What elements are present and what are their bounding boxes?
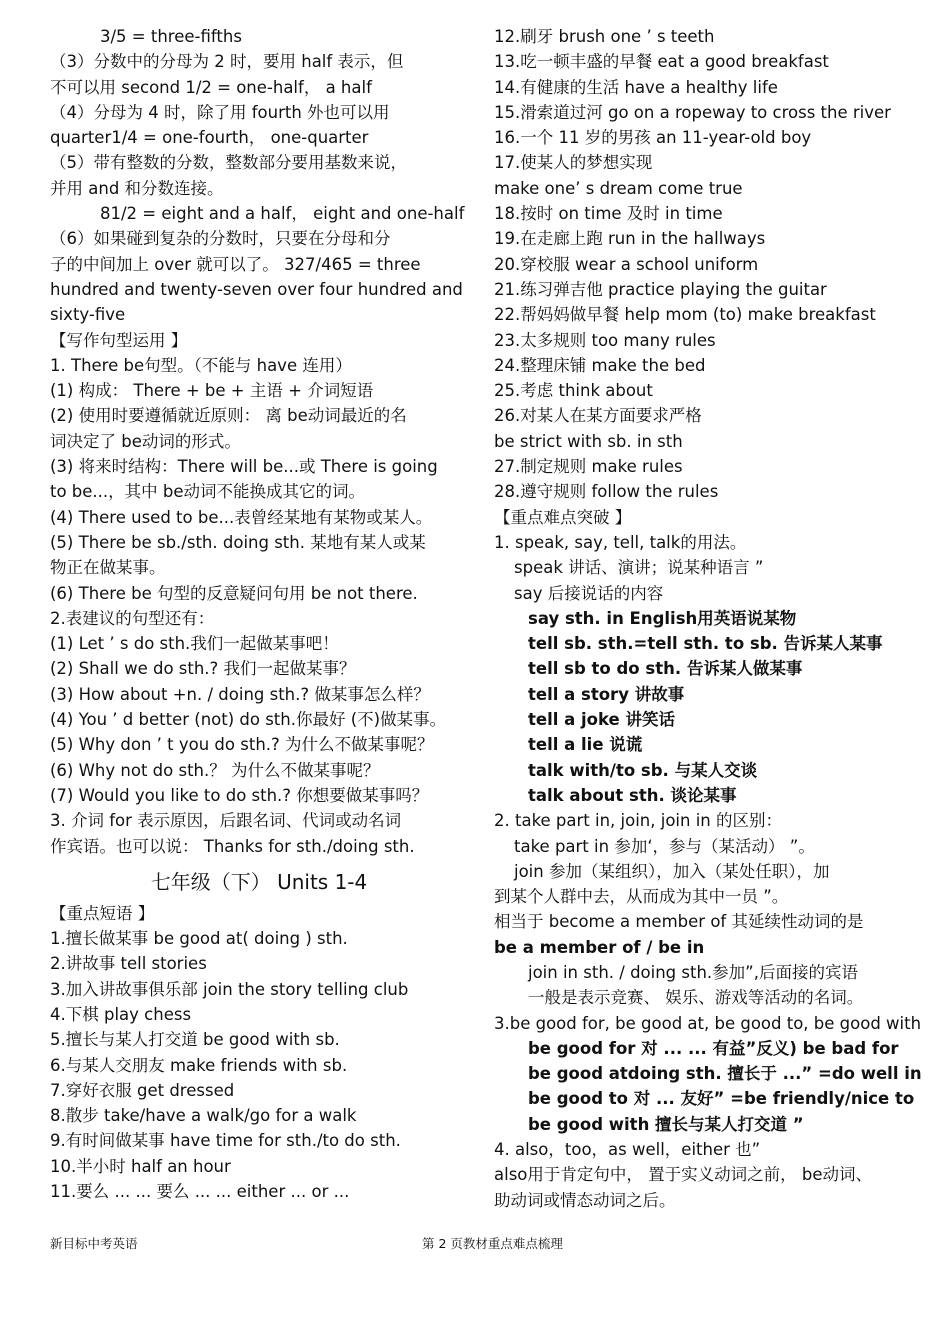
- text-line: (5) There be sb./sth. doing sth. 某地有某人或某: [50, 532, 426, 552]
- text-line: 2. take part in, join, join in 的区别：: [494, 811, 783, 831]
- text-line: be good with 擅长与某人打交道 ”: [528, 1114, 804, 1134]
- text-line: say sth. in English用英语说某物: [528, 608, 797, 628]
- text-line: 13.吃一顿丰盛的早餐 eat a good breakfast: [494, 52, 829, 72]
- text-line: 5.擅长与某人打交道 be good with sb.: [50, 1030, 340, 1050]
- text-line: 【重点难点突破 】: [494, 507, 632, 527]
- section-heading: 七年级（下） Units 1-4: [150, 869, 368, 894]
- text-line: 14.有健康的生活 have a healthy life: [494, 77, 778, 97]
- text-line: (6) Why not do sth.？ 为什么不做某事呢？: [50, 760, 380, 780]
- text-line: 23.太多规则 too many rules: [494, 330, 716, 350]
- text-line: 3. 介词 for 表示原因，后跟名词、代词或动名词: [50, 811, 402, 831]
- text-line: tell sb. sth.=tell sth. to sb. 告诉某人某事: [528, 634, 883, 654]
- text-line: (5) Why don ’ t you do sth.? 为什么不做某事呢？: [50, 735, 434, 755]
- text-line: talk about sth. 谈论某事: [528, 785, 737, 805]
- text-line: (3) 将来时结构：There will be...或 There is going: [50, 457, 438, 477]
- text-line: 20.穿校服 wear a school uniform: [494, 254, 759, 274]
- text-line: tell a joke 讲笑话: [528, 710, 675, 730]
- text-line: 助动词或情态动词之后。: [494, 1190, 676, 1210]
- text-line: 26.对某人在某方面要求严格: [494, 406, 702, 426]
- text-line: 8.散步 take/have a walk/go for a walk: [50, 1106, 357, 1126]
- text-line: 3.加入讲故事俱乐部 join the story telling club: [50, 979, 409, 999]
- text-line: （5）带有整数的分数，整数部分要用基数来说，: [50, 153, 407, 173]
- text-line: sixty-five: [50, 305, 126, 325]
- text-line: (3) How about +n. / doing sth.? 做某事怎么样？: [50, 684, 430, 704]
- text-line: 2.讲故事 tell stories: [50, 954, 207, 974]
- text-line: 【写作句型运用 】: [50, 330, 188, 350]
- text-line: join in sth. / doing sth.参加”,后面接的宾语: [528, 962, 858, 982]
- text-line: 10.半小时 half an hour: [50, 1156, 231, 1176]
- text-line: (4) You ’ d better (not) do sth.你最好 (不)做某事。: [50, 710, 447, 730]
- text-line: 词决定了 be动词的形式。: [50, 431, 241, 451]
- text-line: 子的中间加上 over 就可以了。 327/465 = three: [50, 254, 421, 274]
- text-line: be good atdoing sth. 擅长于 ...” =do well in: [528, 1064, 922, 1084]
- text-line: 3/5 = three-fifths: [100, 27, 242, 46]
- text-line: 15.滑索道过河 go on a ropeway to cross the river: [494, 102, 891, 122]
- text-line: 并用 and 和分数连接。: [50, 178, 224, 198]
- text-line: join 参加（某组织），加入（某处任职），加: [514, 861, 830, 881]
- text-line: to be...，其中 be动词不能换成其它的词。: [50, 482, 366, 502]
- text-line: （6）如果碰到复杂的分数时，只要在分母和分: [50, 229, 391, 249]
- text-line: (2) Shall we do sth.? 我们一起做某事？: [50, 659, 356, 679]
- text-line: 81/2 = eight and a half， eight and one-half: [100, 204, 465, 224]
- text-line: tell a lie 说谎: [528, 735, 643, 755]
- text-line: 1.擅长做某事 be good at( doing ) sth.: [50, 929, 348, 949]
- text-line: 到某个人群中去，从而成为其中一员 ”。: [494, 887, 789, 907]
- text-line: (1) Let ’ s do sth.我们一起做某事吧！: [50, 634, 339, 654]
- text-line: 25.考虑 think about: [494, 381, 653, 401]
- text-line: be good for 对 ... ... 有益”反义) be bad for: [528, 1038, 899, 1058]
- text-line: 4. also，too，as well，either 也”: [494, 1140, 761, 1160]
- text-line: 9.有时间做某事 have time for sth./to do sth.: [50, 1131, 401, 1151]
- text-line: 18.按时 on time 及时 in time: [494, 204, 723, 224]
- footer-page-number: 第 2 页教材重点难点梳理: [422, 1236, 563, 1251]
- text-line: talk with/to sb. 与某人交谈: [528, 760, 758, 780]
- text-line: 24.整理床铺 make the bed: [494, 355, 706, 375]
- text-line: 19.在走廊上跑 run in the hallways: [494, 229, 766, 249]
- text-line: (7) Would you like to do sth.? 你想要做某事吗？: [50, 785, 429, 805]
- text-line: 物正在做某事。: [50, 558, 166, 578]
- text-line: (2) 使用时要遵循就近原则： 离 be动词最近的名: [50, 406, 407, 426]
- text-line: 11.要么 ... ... 要么 ... ... either ... or ...: [50, 1182, 350, 1202]
- text-line: 4.下棋 play chess: [50, 1004, 192, 1024]
- text-line: 16.一个 11 岁的男孩 an 11-year-old boy: [494, 128, 812, 148]
- text-line: be a member of / be in: [494, 937, 705, 957]
- left-column: [50, 24, 468, 1204]
- text-line: （3）分数中的分母为 2 时，要用 half 表示，但: [50, 52, 404, 72]
- text-line: take part in 参加‘，参与（某活动） ”。: [514, 836, 815, 856]
- text-line: (4) There used to be...表曾经某地有某物或某人。: [50, 507, 433, 527]
- text-line: say 后接说话的内容: [514, 583, 664, 603]
- right-column: [494, 24, 922, 1213]
- text-line: 28.遵守规则 follow the rules: [494, 482, 719, 502]
- text-line: speak 讲话、演讲；说某种语言 ”: [514, 558, 764, 578]
- text-line: tell sb to do sth. 告诉某人做某事: [528, 659, 803, 679]
- text-line: 1. speak, say, tell, talk的用法。: [494, 532, 747, 552]
- text-line: also用于肯定句中， 置于实义动词之前， be动词、: [494, 1165, 873, 1185]
- text-line: 一般是表示竞赛、 娱乐、游戏等活动的名词。: [528, 988, 864, 1008]
- text-line: 相当于 become a member of 其延续性动词的是: [494, 912, 864, 932]
- text-line: 2.表建议的句型还有：: [50, 608, 215, 628]
- text-line: be strict with sb. in sth: [494, 431, 683, 451]
- text-line: 22.帮妈妈做早餐 help mom (to) make breakfast: [494, 305, 876, 325]
- text-line: 作宾语。也可以说： Thanks for sth./doing sth.: [50, 836, 415, 856]
- text-line: (1) 构成： There + be + 主语 + 介词短语: [50, 381, 374, 401]
- text-line: 27.制定规则 make rules: [494, 457, 683, 477]
- text-line: make one’ s dream come true: [494, 178, 743, 198]
- text-line: 1. There be句型。（不能与 have 连用）: [50, 355, 352, 375]
- text-line: quarter1/4 = one-fourth， one-quarter: [50, 128, 369, 148]
- text-line: (6) There be 句型的反意疑问句用 be not there.: [50, 583, 418, 603]
- text-line: be good to 对 ... 友好” =be friendly/nice to: [528, 1089, 915, 1109]
- text-line: hundred and twenty-seven over four hundred and: [50, 279, 463, 299]
- text-line: 17.使某人的梦想实现: [494, 153, 653, 173]
- text-line: 21.练习弹吉他 practice playing the guitar: [494, 279, 827, 299]
- text-line: 不可以用 second 1/2 = one-half， a half: [50, 77, 372, 97]
- text-line: 12.刷牙 brush one ’ s teeth: [494, 27, 715, 46]
- text-line: （4）分母为 4 时，除了用 fourth 外也可以用: [50, 102, 390, 122]
- text-line: 7.穿好衣服 get dressed: [50, 1080, 235, 1100]
- text-line: 3.be good for, be good at, be good to, be good with: [494, 1013, 922, 1033]
- text-line: 6.与某人交朋友 make friends with sb.: [50, 1055, 348, 1075]
- text-line: tell a story 讲故事: [528, 684, 685, 704]
- text-line: 【重点短语 】: [50, 903, 155, 923]
- footer-book-title: 新目标中考英语: [50, 1236, 138, 1251]
